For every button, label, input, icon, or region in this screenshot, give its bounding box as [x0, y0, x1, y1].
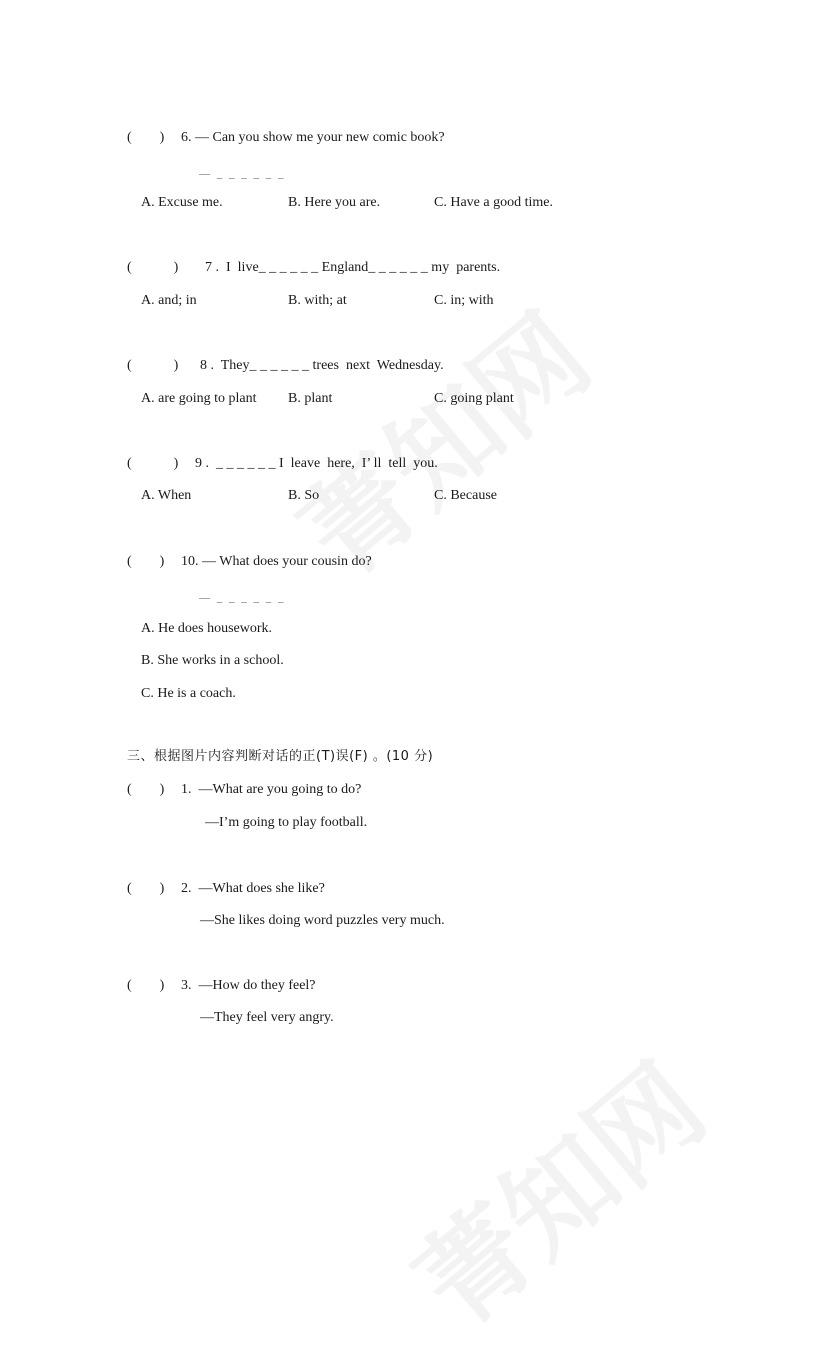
- section-3-heading: 三、根据图片内容判断对话的正(T)误(F) 。(10 分): [127, 749, 434, 764]
- q6-option-c: C. Have a good time.: [434, 195, 553, 210]
- q7-option-c: C. in; with: [434, 293, 494, 308]
- dialog-3-question: 3. —How do they feel?: [181, 978, 316, 993]
- dialog-1-answer: —I’m going to play football.: [205, 815, 368, 830]
- answer-paren-q10: ( ): [127, 554, 165, 569]
- question-10-answer-blank: — _ _ _ _ _ _: [199, 592, 286, 604]
- question-7-text: 7 . I live_ _ _ _ _ _ England_ _ _ _ _ _ my parents.: [205, 260, 501, 275]
- dialog-1-question: 1. —What are you going to do?: [181, 782, 362, 797]
- q10-option-b: B. She works in a school.: [141, 653, 284, 668]
- question-9-text: 9 . _ _ _ _ _ _ I leave here, I’ ll tell you.: [195, 456, 438, 471]
- q7-option-b: B. with; at: [288, 293, 347, 308]
- question-6-text: 6. — Can you show me your new comic book?: [181, 130, 445, 145]
- answer-paren-s3-1: ( ): [127, 782, 165, 797]
- answer-paren-q6: ( ): [127, 130, 165, 145]
- q9-option-a: A. When: [141, 488, 192, 503]
- answer-paren-s3-3: ( ): [127, 978, 165, 993]
- dialog-2-answer: —She likes doing word puzzles very much.: [200, 913, 445, 928]
- q9-option-c: C. Because: [434, 488, 497, 503]
- q8-option-a: A. are going to plant: [141, 391, 257, 406]
- q8-option-b: B. plant: [288, 391, 333, 406]
- answer-paren-q8: ( ): [127, 358, 179, 373]
- answer-paren-q9: ( ): [127, 456, 179, 471]
- q10-option-c: C. He is a coach.: [141, 686, 236, 701]
- dialog-2-question: 2. —What does she like?: [181, 881, 325, 896]
- q7-option-a: A. and; in: [141, 293, 197, 308]
- answer-paren-s3-2: ( ): [127, 881, 165, 896]
- question-6-answer-blank: — _ _ _ _ _ _: [199, 168, 286, 180]
- question-8-text: 8 . They_ _ _ _ _ _ trees next Wednesday.: [200, 358, 444, 373]
- q8-option-c: C. going plant: [434, 391, 514, 406]
- q9-option-b: B. So: [288, 488, 320, 503]
- answer-paren-q7: ( ): [127, 260, 179, 275]
- dialog-3-answer: —They feel very angry.: [200, 1010, 334, 1025]
- watermark-bottom: [378, 1022, 732, 1355]
- q10-option-a: A. He does housework.: [141, 621, 273, 636]
- q6-option-b: B. Here you are.: [288, 195, 381, 210]
- question-10-text: 10. — What does your cousin do?: [181, 554, 372, 569]
- q6-option-a: A. Excuse me.: [141, 195, 223, 210]
